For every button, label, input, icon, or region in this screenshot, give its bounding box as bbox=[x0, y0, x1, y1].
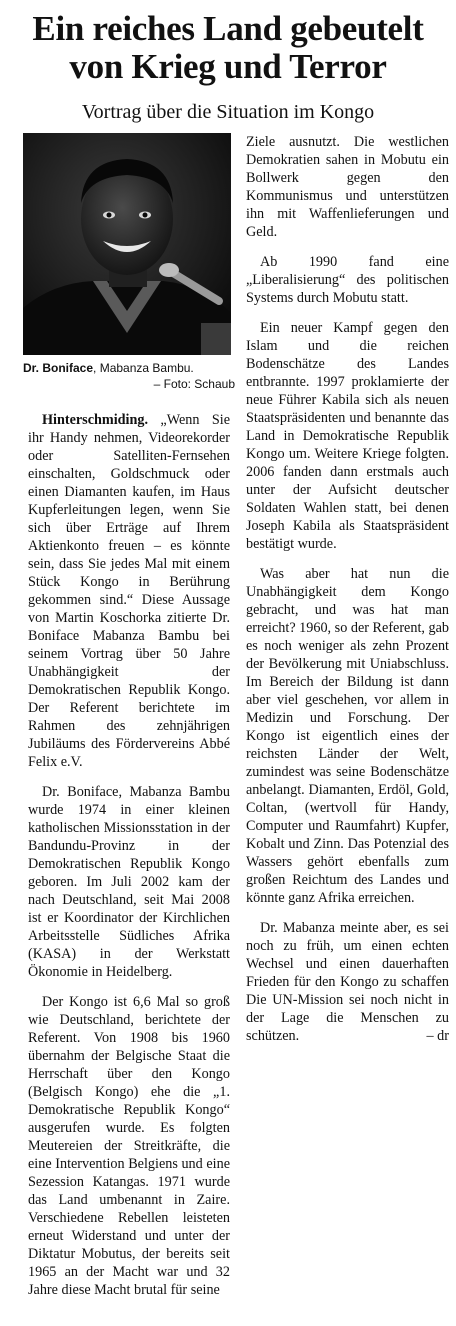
paragraph-6: Was aber hat nun die Unabhängigkeit dem Kongo gebracht, und was hat man erreicht? 1960, so der Referent, gab es noch weniger als zehn Prozent der Bevölkerung mit Uniabschluss. Im Bereich der Bildung ist dann aber viel geschehen, vor allem in Medizin und Forschung. Der Kongo ist eigentlich eines der reichsten Länder der Welt, zumindest was seine Bodenschätze anbelangt. Diamanten, Erdöl, Gold, Coltan, (wertvoll für Handy, Computer und Raumfahrt) Kupfer, Kobalt und Zinn. Das Potenzial des Wassers gehört ebenfalls zum großen Reichtum des Landes und könnte ganz Afrika erreichen. bbox=[246, 566, 449, 906]
article-column-right bbox=[246, 133, 449, 1057]
paragraph-7 bbox=[246, 919, 449, 1045]
caption-text: , Mabanza Bambu. bbox=[93, 361, 194, 375]
caption-credit: – Foto: Schaub bbox=[153, 377, 235, 391]
paragraph-3: Der Kongo ist 6,6 Mal so groß wie Deutschland, berichtete der Referent. Von 1908 bis 1960 übernahm der Belgische Staat die Herrschaft über den Kongo (Belgisch Kongo) ehe die „1. Demokratische Republik Kongo“ ausgerufen wurde. Es folgten Meutereien der Streitkräfte, die eine Intervention Belgiens und eine Sezession Katangas. 1971 wurde das Land umbenannt in Zaire. Verschiedene Rebellen leisteten erneut Widerstand und unter der Diktatur Mobutus, der bereits seit 1965 an der Macht war und 32 Jahre diese Macht brutal für seine bbox=[28, 994, 230, 1298]
subheadline: Vortrag über die Situation im Kongo bbox=[81, 101, 375, 123]
headline-line-2: von Krieg und Terror bbox=[69, 47, 387, 86]
portrait-photo bbox=[23, 133, 231, 355]
dateline: Hinterschmiding. bbox=[42, 412, 149, 428]
paragraph-5: Ein neuer Kampf gegen den Islam und die reichen Bodenschätze des Landes entbrannte. 1997 proklamierte der neue Führer Kabila sich als neuen Staatspräsidenten und benannte das Land in Demokratische Republik Kongo um. Weitere Kriege folgten. 2006 fanden dann erstmals auch unter der Aufsicht deutscher Soldaten Wahlen statt, bei denen Joseph Kabila als Staatspräsident bestätigt wurde. bbox=[246, 320, 449, 552]
article-column-left bbox=[28, 411, 230, 1311]
headline-line-1: Ein reiches Land gebeutelt bbox=[32, 9, 424, 48]
photo-caption bbox=[23, 360, 235, 392]
paragraph-2: Dr. Boniface, Mabanza Bambu wurde 1974 in einer kleinen katholischen Missionsstation in der Bandundu-Provinz in der Demokratischen Republik Kongo geboren. Im Juli 2002 kam der nach Deutschland, seit Mai 2008 ist er Koordinator der Kirchlichen Arbeitsstelle Südliches Afrika (KASA) in der Werkstatt Ökonomie in Heidelberg. bbox=[28, 784, 230, 980]
paragraph-4: Ab 1990 fand eine „Liberalisierung“ des politischen Systems durch Mobutu statt. bbox=[246, 254, 449, 306]
paragraph-1-text: „Wenn Sie ihr Handy nehmen, Videorekorder oder Satelliten-Fernsehen einschalten, Goldschmuck oder einen Diamanten kaufen, im Haus Kupferleitungen legen, wenn Sie sich über Erträge auf Ihrem Aktienkonto freuen – es könnte sein, dass Sie jedes Mal mit einem Stück Kongo in Berührung gekommen sind.“ Diese Aussage von Martin Koschorka zitierte Dr. Boniface Mabanza Bambu bei seinem Vortrag über 50 Jahre Unabhängigkeit der Demokratischen Republik Kongo. Der Referent berichtete im Rahmen des zehnjährigen Jubiläums des Fördervereins Abbé Felix e.V. bbox=[28, 412, 230, 770]
paragraph-1 bbox=[28, 411, 230, 771]
author-signature: – dr bbox=[426, 1028, 449, 1044]
paragraph-3-continued: Ziele ausnutzt. Die westlichen Demokratien sahen in Mobutu ein Bollwerk gegen den Kommunismus und unterstützen ihn mit Waffenlieferungen und Geld. bbox=[246, 134, 449, 240]
caption-name: Dr. Boniface bbox=[23, 361, 94, 375]
portrait-image bbox=[23, 133, 231, 355]
headline bbox=[0, 10, 456, 86]
paragraph-7-text: Dr. Mabanza meinte aber, es sei noch zu früh, um einen echten Wechsel und einen dauerhaften Frieden für den Kongo zu schaffen Die UN-Mission sei noch nicht in der Lage die Menschen zu schützen. bbox=[246, 920, 449, 1044]
